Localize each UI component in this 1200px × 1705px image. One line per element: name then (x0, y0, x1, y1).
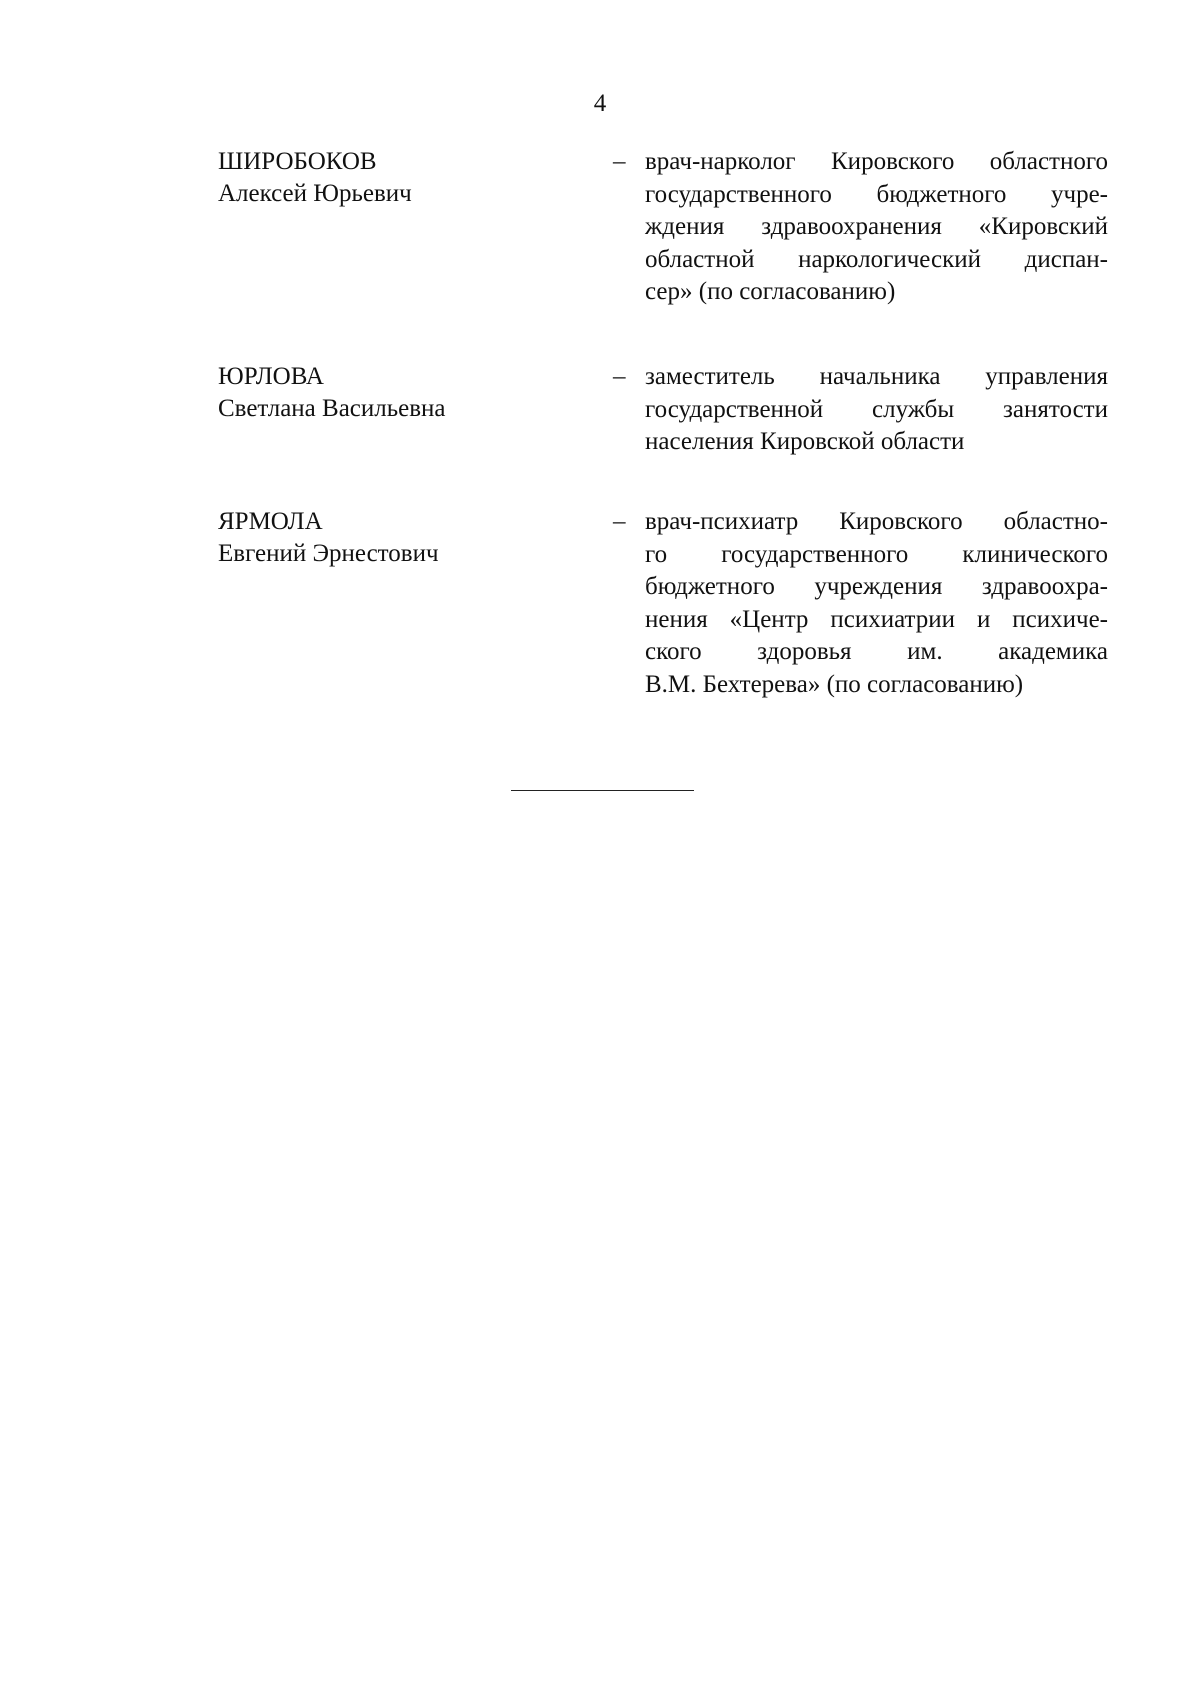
member-name (218, 146, 598, 210)
description-line: государственного бюджетного учре- (645, 180, 1108, 208)
dash: – (613, 363, 626, 390)
member-surname: ЯРМОЛА (218, 508, 323, 535)
description-line: ждения здравоохранения «Кировский (645, 213, 1108, 240)
member-description (645, 361, 1108, 459)
end-separator-line (511, 790, 694, 791)
description-line: заместитель начальника управления (645, 363, 1108, 390)
member-description (645, 506, 1108, 701)
member-name (218, 506, 598, 570)
description-line: нения «Центр психиатрии и психиче- (645, 605, 1108, 633)
member-surname: ШИРОБОКОВ (218, 148, 377, 175)
page-number: 4 (593, 90, 607, 117)
description-line: бюджетного учреждения здравоохра- (645, 573, 1108, 600)
description-line: государственной службы занятости (645, 395, 1108, 423)
member-given-names: Евгений Эрнестович (218, 540, 439, 567)
dash: – (613, 508, 626, 535)
description-line: го государственного клинического (645, 540, 1108, 568)
description-line: ского здоровья им. академика (645, 638, 1108, 665)
member-description (645, 146, 1108, 309)
member-surname: ЮРЛОВА (218, 363, 324, 390)
description-line: сер» (по согласованию) (645, 278, 896, 305)
member-given-names: Светлана Васильевна (218, 395, 446, 422)
member-given-names: Алексей Юрьевич (218, 180, 412, 207)
member-name (218, 361, 598, 425)
description-line: врач-психиатр Кировского областно- (645, 508, 1108, 535)
dash: – (613, 148, 626, 175)
description-line: врач-нарколог Кировского областного (645, 148, 1108, 175)
description-line: населения Кировской области (645, 428, 965, 455)
description-line: В.М. Бехтерева» (по согласованию) (645, 670, 1024, 698)
description-line: областной наркологический диспан- (645, 245, 1108, 273)
